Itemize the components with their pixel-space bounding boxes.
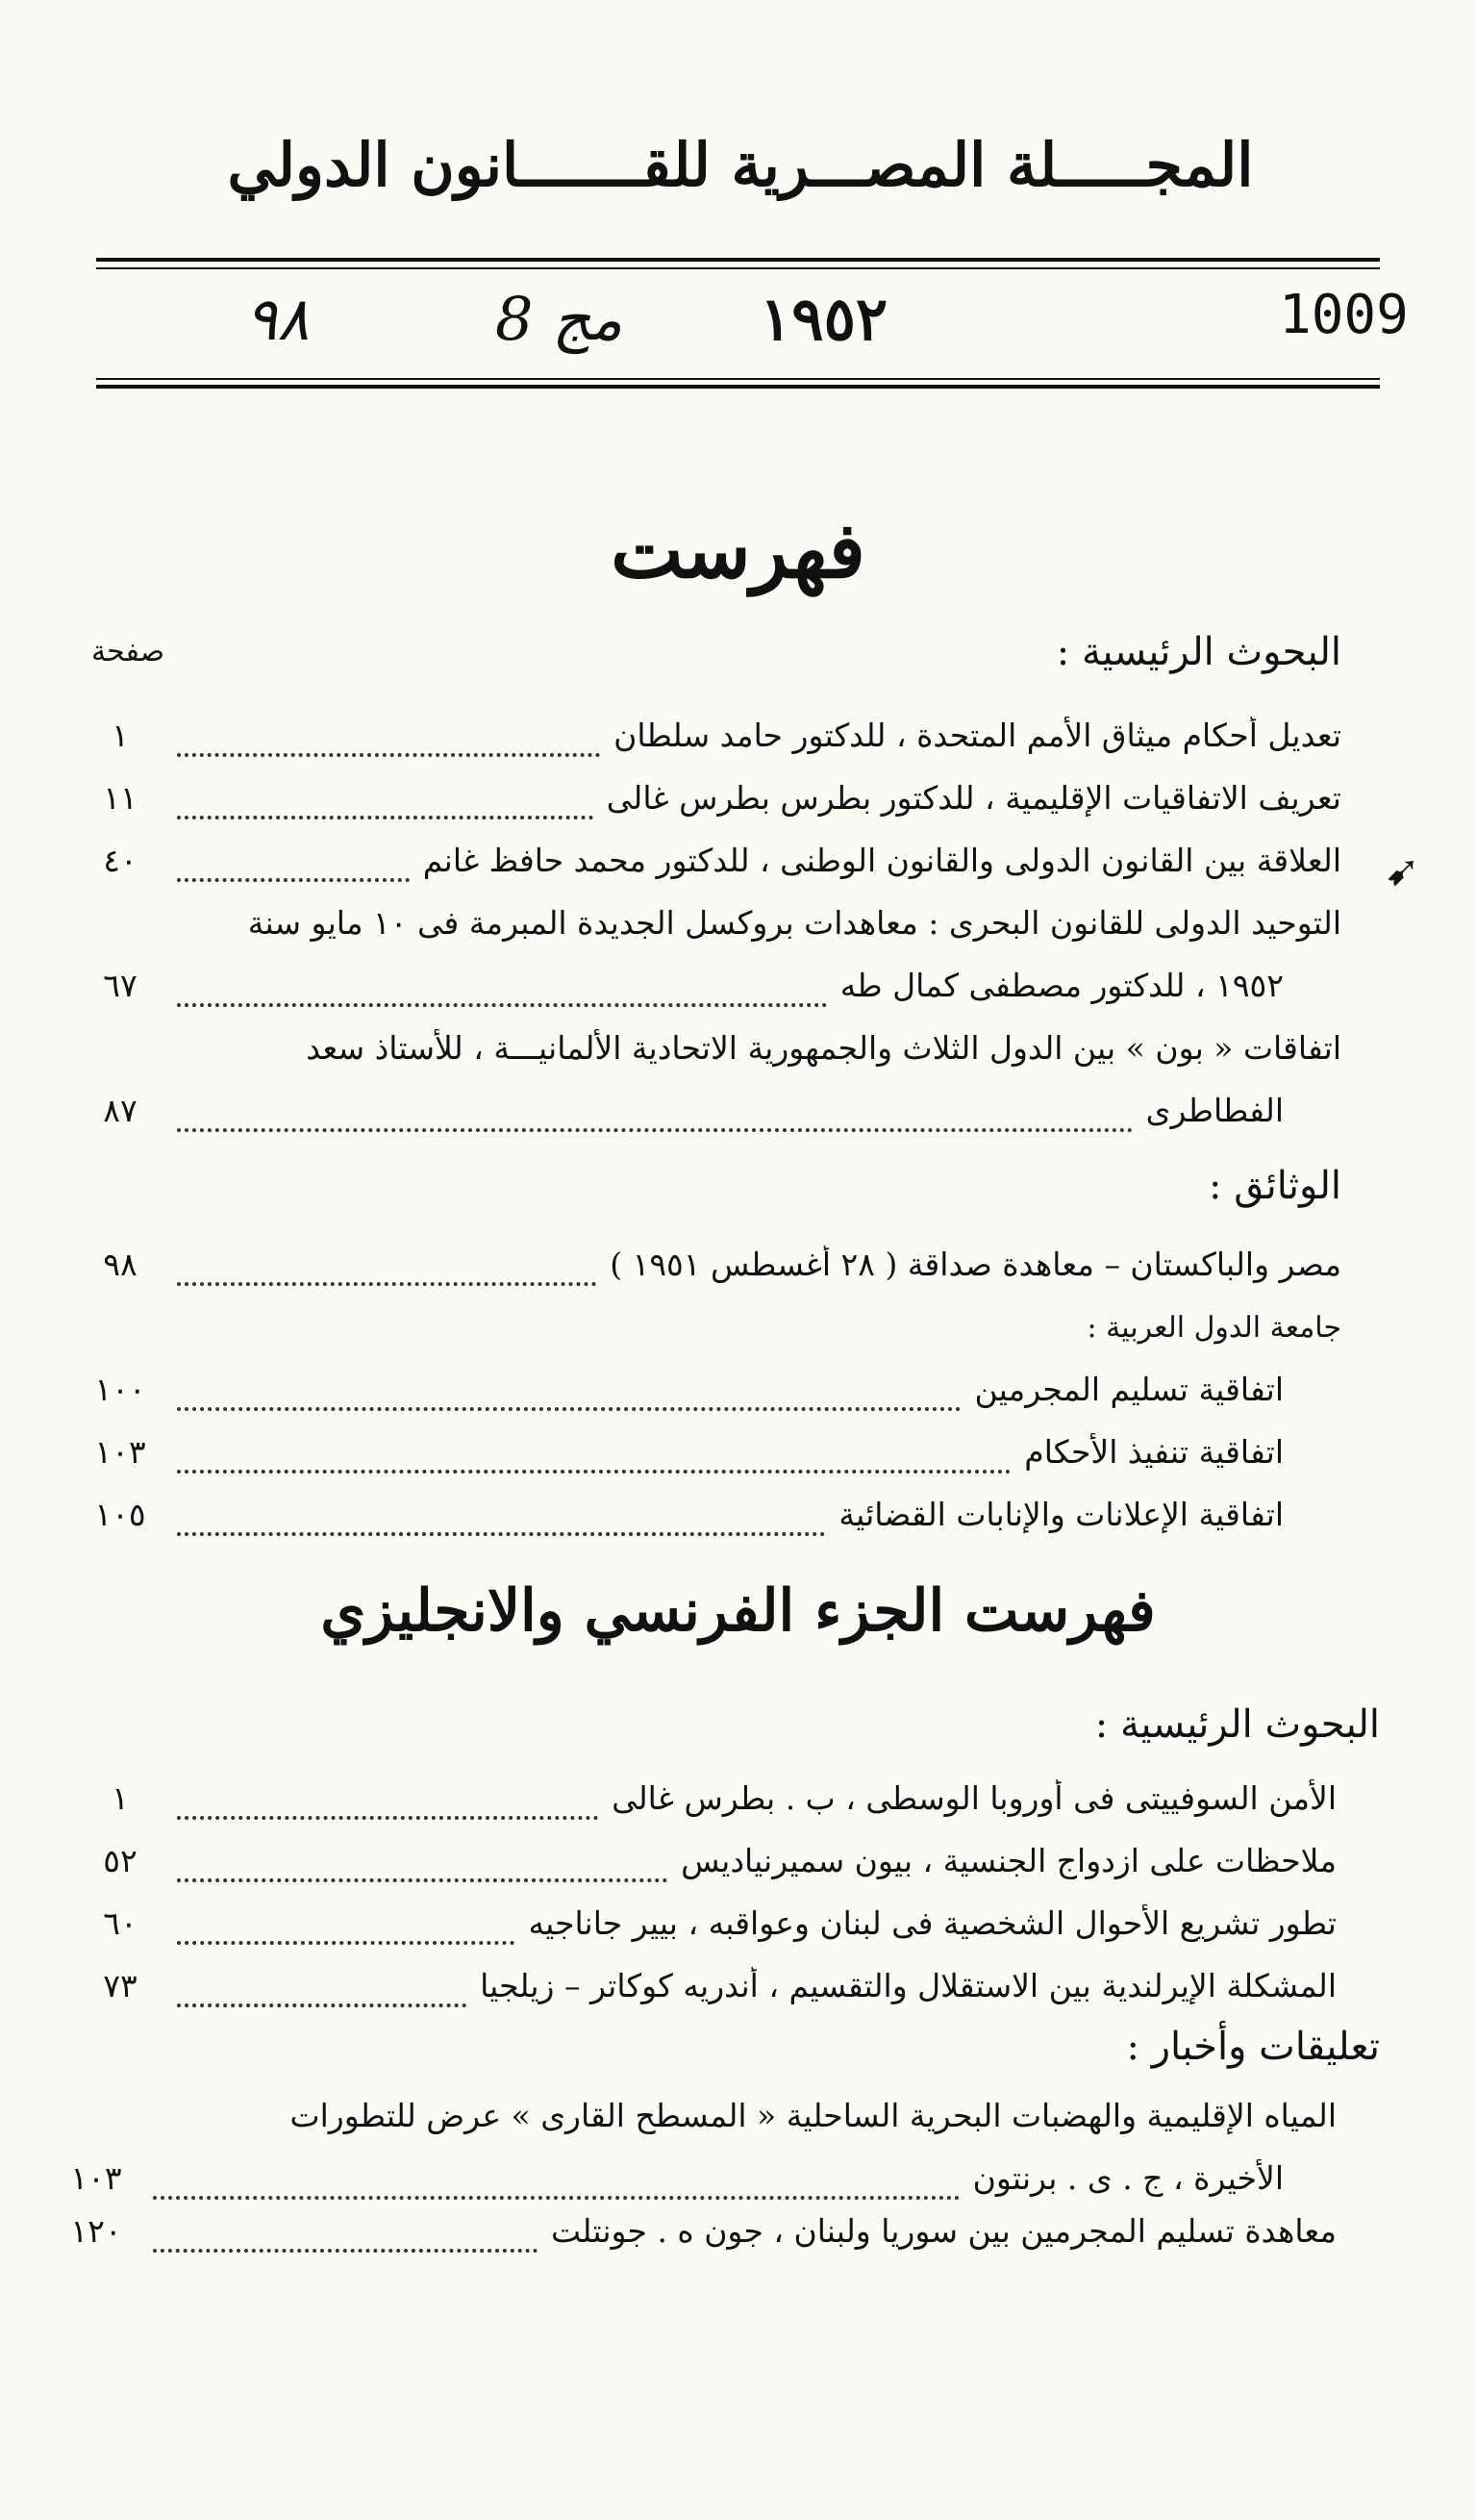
entry-page: ٨٧ [103, 1092, 138, 1129]
entry-page: ٧٣ [103, 1967, 138, 2004]
entry-title: تطور تشريع الأحوال الشخصية فى لبنان وعواقبه ، بيير جاناجيه [528, 1904, 1337, 1942]
toc-entry [77, 842, 1341, 897]
documents-heading: الوثائق : [1209, 1164, 1341, 1208]
entry-title: اتفاقية تسليم المجرمين [974, 1371, 1284, 1408]
toc-entry [77, 1371, 1284, 1426]
toc-entry [77, 1779, 1337, 1835]
entry-page: ١٠٣ [70, 2159, 122, 2197]
issue-volume: مج 8 [495, 284, 623, 354]
toc-entry [77, 779, 1341, 835]
entry-title-line1: المياه الإقليمية والهضبات البحرية الساحلية « المسطح القارى » عرض للتطورات [289, 2097, 1337, 2134]
toc-entry [77, 1842, 1337, 1898]
header-rule-top-thin [96, 267, 1380, 269]
toc-entry [77, 1904, 1337, 1960]
entry-title: تعريف الاتفاقيات الإقليمية ، للدكتور بطرس بطرس غالى [606, 779, 1341, 817]
leader-dots [177, 1449, 1011, 1474]
entry-title: معاهدة تسليم المجرمين بين سوريا ولبنان ، جون ه . جونتلت [551, 2212, 1337, 2250]
leader-dots [177, 732, 600, 757]
journal-title: المجـــــلة المصـــرية للقـــــــانون الدولي [227, 130, 1254, 200]
entry-page: ١ [112, 717, 129, 754]
toc-entry [77, 967, 1284, 1022]
entry-page: ١١ [103, 779, 138, 817]
entry-page: ٥٢ [103, 1842, 138, 1879]
toc-entry [77, 1967, 1337, 2023]
leader-dots [177, 1982, 466, 2007]
leader-dots [177, 794, 593, 819]
leader-dots [177, 1261, 596, 1286]
toc-entry [77, 1092, 1284, 1147]
issue-info-row [96, 284, 1409, 375]
entry-title: اتفاقية تنفيذ الأحكام [1024, 1433, 1284, 1471]
toc-entry [77, 1433, 1284, 1489]
entry-title: مصر والباكستان – معاهدة صداقة ( ٢٨ أغسطس ١٩٥١ ) [610, 1246, 1341, 1283]
entry-page: ١٢٠ [70, 2212, 122, 2250]
toc-entry [77, 717, 1341, 772]
issue-pages: ٩٨ [245, 284, 310, 354]
entry-page: ١ [112, 1779, 129, 1817]
entry-title: تعديل أحكام ميثاق الأمم المتحدة ، للدكتور حامد سلطان [613, 717, 1341, 754]
leader-dots [177, 1920, 514, 1945]
toc-entry [53, 2159, 1284, 2215]
entry-title: ١٩٥٢ ، للدكتور مصطفى كمال طه [839, 967, 1284, 1004]
entry-title-line1: اتفاقات « بون » بين الدول الثلاث والجمهورية الاتحادية الألمانيـــة ، للأستاذ سعد [306, 1029, 1341, 1067]
toc-entry [53, 2212, 1337, 2268]
entry-title: الأخيرة ، ج . ى . برنتون [972, 2159, 1284, 2197]
toc-title: فهرست [611, 505, 865, 595]
foreign-research-heading: البحوث الرئيسية : [1094, 1702, 1380, 1747]
header-rule-bottom-thin [96, 378, 1380, 380]
entry-page: ١٠٣ [94, 1433, 146, 1471]
entry-title: ملاحظات على ازدواج الجنسية ، بيون سميرنياديس [681, 1842, 1337, 1879]
leader-dots [177, 1107, 1133, 1132]
entry-page: ٦٧ [103, 967, 138, 1004]
toc-entry [77, 1246, 1341, 1301]
entry-title-line1: التوحيد الدولى للقانون البحرى : معاهدات بروكسل الجديدة المبرمة فى ١٠ مايو سنة [247, 904, 1341, 942]
leader-dots [177, 982, 827, 1007]
entry-page: ٦٠ [103, 1904, 138, 1942]
header-rule-bottom [96, 385, 1380, 389]
comments-heading: تعليقات وأخبار : [1126, 2025, 1380, 2069]
entry-title: المشكلة الإيرلندية بين الاستقلال والتقسيم ، أندريه كوكاتر – زيلجيا [480, 1967, 1337, 2004]
leader-dots [177, 1857, 667, 1882]
entry-page: ١٠٠ [94, 1371, 146, 1408]
entry-title: اتفاقية الإعلانات والإنابات القضائية [838, 1496, 1284, 1533]
margin-arrow-icon: ➹ [1385, 846, 1420, 895]
leader-dots [153, 2228, 538, 2253]
leader-dots [177, 1511, 825, 1536]
main-research-heading: البحوث الرئيسية : [1056, 630, 1341, 674]
arab-league-subheading: جامعة الدول العربية : [1087, 1311, 1341, 1345]
entry-title: الفطاطرى [1145, 1092, 1284, 1129]
leader-dots [177, 857, 410, 882]
issue-year: ١٩٥٢ [760, 284, 888, 354]
page-column-label: صفحة [91, 635, 165, 668]
foreign-toc-title: فهرست الجزء الفرنسي والانجليزي [320, 1577, 1156, 1645]
entry-title: العلاقة بين القانون الدولى والقانون الوطنى ، للدكتور محمد حافظ غانم [422, 842, 1341, 879]
header-rule-top [96, 258, 1380, 262]
leader-dots [153, 2175, 960, 2200]
entry-title: الأمن السوفييتى فى أوروبا الوسطى ، ب . بطرس غالى [612, 1779, 1337, 1817]
leader-dots [177, 1386, 961, 1411]
leader-dots [177, 1795, 598, 1820]
entry-page: ٤٠ [103, 842, 138, 879]
entry-page: ٩٨ [103, 1246, 138, 1283]
toc-entry [77, 1496, 1284, 1551]
issue-code: 1009 [1279, 284, 1409, 346]
entry-page: ١٠٥ [94, 1496, 146, 1533]
